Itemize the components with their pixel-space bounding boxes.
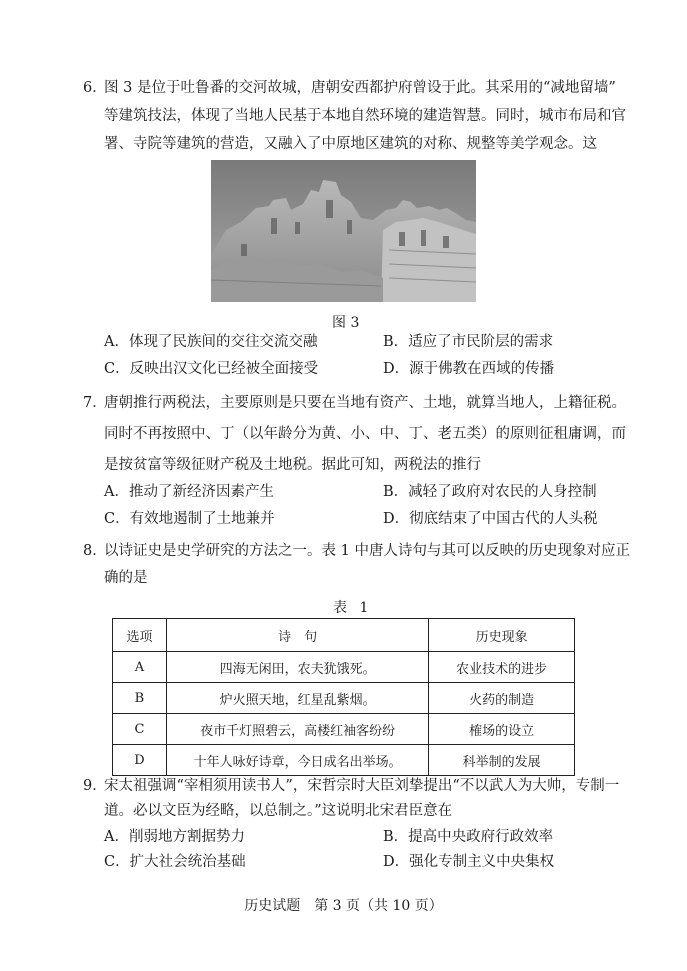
q9-stem-line-2: 道。必以文臣为经略，以总制之。”这说明北宋君臣意在 [104, 803, 453, 819]
q9-option-a: A．削弱地方割据势力 [104, 829, 245, 845]
figure-3-caption: 图 3 [332, 315, 360, 331]
table-cell-phenomenon: 科举制的发展 [429, 745, 575, 776]
q6-number: 6． [83, 80, 107, 96]
q9-option-c: C．扩大社会统治基础 [104, 854, 246, 870]
q8-stem-line-1: 以诗证史是史学研究的方法之一。表 1 中唐人诗句与其可以反映的历史现象对应正 [104, 543, 630, 559]
table-header-poem: 诗 句 [166, 619, 428, 652]
table-row [113, 683, 575, 714]
q9-option-b: B．提高中央政府行政效率 [383, 829, 554, 845]
table-header-row [113, 619, 575, 652]
q9-option-d: D．强化专制主义中央集权 [383, 854, 555, 870]
table-row [113, 745, 575, 776]
table-cell-phenomenon: 农业技术的进步 [429, 652, 575, 683]
q6-stem-line-3: 署、寺院等建筑的营造，又融入了中原地区建筑的对称、规整等美学观念。这 [104, 136, 597, 152]
q7-option-a: A．推动了新经济因素产生 [104, 484, 274, 500]
table-cell-poem: 十年人咏好诗章，今日成名出举场。 [166, 745, 428, 776]
q7-stem-line-2: 同时不再按照中、丁（以年龄分为黄、小、中、丁、老五类）的原则征租庸调，而 [104, 426, 626, 442]
q6-option-a: A．体现了民族间的交往交流交融 [104, 334, 318, 350]
table-header-phenomenon: 历史现象 [429, 619, 575, 652]
q7-option-d: D．彻底结束了中国古代的人头税 [383, 511, 598, 527]
table-cell-option: B [113, 683, 167, 714]
q9-number: 9． [83, 778, 107, 794]
table-cell-poem: 夜市千灯照碧云，高楼红袖客纷纷 [166, 714, 428, 745]
q6-stem-line-1: 图 3 是位于吐鲁番的交河故城，唐朝安西都护府曾设于此。其采用的“减地留墙” [104, 80, 616, 96]
poem-history-table [112, 618, 575, 776]
q6-option-c: C．反映出汉文化已经被全面接受 [104, 361, 319, 377]
table-row [113, 714, 575, 745]
table-row [113, 652, 575, 683]
q7-stem-line-1: 唐朝推行两税法，主要原则是只要在当地有资产、土地，就算当地人，上籍征税。 [104, 395, 626, 411]
q7-option-b: B．减轻了政府对农民的人身控制 [383, 484, 597, 500]
table-cell-option: C [113, 714, 167, 745]
q8-number: 8． [83, 543, 107, 559]
jiaohe-ruins-image [211, 160, 476, 302]
table-cell-option: A [113, 652, 167, 683]
table-header-option: 选项 [113, 619, 167, 652]
q8-stem-line-2: 确的是 [104, 570, 148, 586]
table-cell-option: D [113, 745, 167, 776]
q6-option-d: D．源于佛教在西域的传播 [383, 361, 555, 377]
table-1-title: 表 1 [333, 600, 373, 616]
q7-stem-line-3: 是按贫富等级征财产税及土地税。据此可知，两税法的推行 [104, 457, 481, 473]
q7-number: 7． [83, 395, 107, 411]
q7-option-c: C．有效地遏制了土地兼并 [104, 511, 275, 527]
page-footer: 历史试题 第 3 页（共 10 页） [244, 898, 443, 914]
q6-stem-line-2: 等建筑技法，体现了当地人民基于本地自然环境的建造智慧。同时，城市布局和官 [104, 108, 626, 124]
table-cell-poem: 四海无闲田，农夫犹饿死。 [166, 652, 428, 683]
q6-option-b: B．适应了市民阶层的需求 [383, 334, 554, 350]
table-cell-phenomenon: 榷场的设立 [429, 714, 575, 745]
figure-3-photo [211, 160, 476, 302]
table-cell-phenomenon: 火药的制造 [429, 683, 575, 714]
table-cell-poem: 炉火照天地，红星乱紫烟。 [166, 683, 428, 714]
q9-stem-line-1: 宋太祖强调“宰相须用读书人”，宋哲宗时大臣刘挚提出“不以武人为大帅，专制一 [104, 778, 620, 794]
